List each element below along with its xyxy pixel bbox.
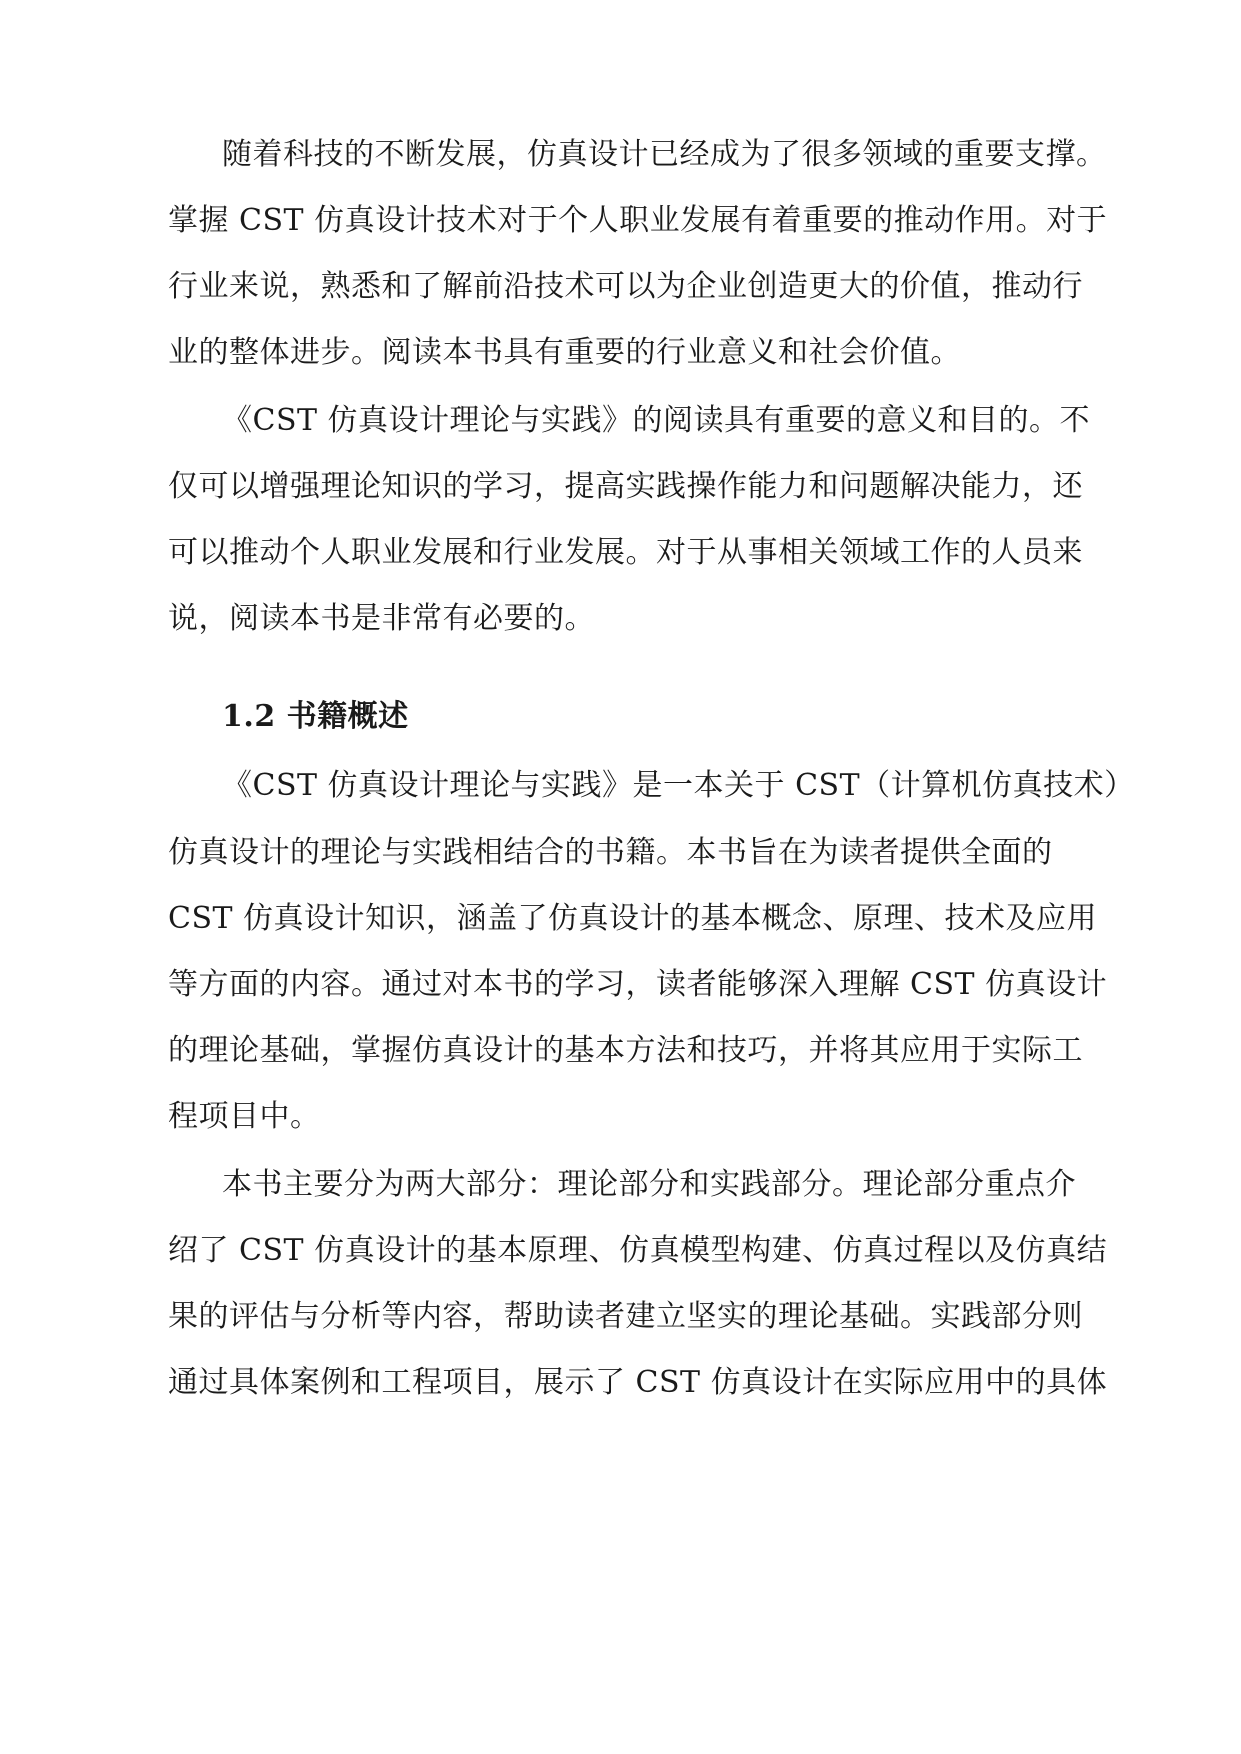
paragraph-line: 行业来说，熟悉和了解前沿技术可以为企业创造更大的价值，推动行	[168, 269, 1083, 304]
paragraph-line: 绍了 CST 仿真设计的基本原理、仿真模型构建、仿真过程以及仿真结	[168, 1233, 1108, 1268]
paragraph-line: 等方面的内容。通过对本书的学习，读者能够深入理解 CST 仿真设计	[168, 967, 1108, 1002]
paragraph-line: 《CST 仿真设计理论与实践》的阅读具有重要的意义和目的。不	[222, 403, 1091, 438]
paragraph-line: 《CST 仿真设计理论与实践》是一本关于 CST（计算机仿真技术）	[222, 768, 1135, 803]
section-heading: 1.2 书籍概述	[222, 699, 409, 734]
paragraph-line: 仿真设计的理论与实践相结合的书籍。本书旨在为读者提供全面的	[168, 835, 1053, 870]
paragraph-line: 通过具体案例和工程项目，展示了 CST 仿真设计在实际应用中的具体	[168, 1365, 1108, 1400]
paragraph-line: 可以推动个人职业发展和行业发展。对于从事相关领域工作的人员来	[168, 535, 1083, 570]
paragraph-line: 仅可以增强理论知识的学习，提高实践操作能力和问题解决能力，还	[168, 469, 1083, 504]
paragraph-line: 程项目中。	[168, 1099, 321, 1134]
paragraph-line: 掌握 CST 仿真设计技术对于个人职业发展有着重要的推动作用。对于	[168, 203, 1108, 238]
paragraph-line: 本书主要分为两大部分：理论部分和实践部分。理论部分重点介	[222, 1167, 1076, 1202]
paragraph-line: 业的整体进步。阅读本书具有重要的行业意义和社会价值。	[168, 335, 961, 370]
paragraph-line: 果的评估与分析等内容，帮助读者建立坚实的理论基础。实践部分则	[168, 1299, 1083, 1334]
paragraph-line: 说，阅读本书是非常有必要的。	[168, 601, 595, 636]
paragraph-line: 的理论基础，掌握仿真设计的基本方法和技巧，并将其应用于实际工	[168, 1033, 1083, 1068]
paragraph-line: CST 仿真设计知识，涵盖了仿真设计的基本概念、原理、技术及应用	[168, 901, 1098, 936]
paragraph-line: 随着科技的不断发展，仿真设计已经成为了很多领域的重要支撑。	[222, 137, 1107, 172]
